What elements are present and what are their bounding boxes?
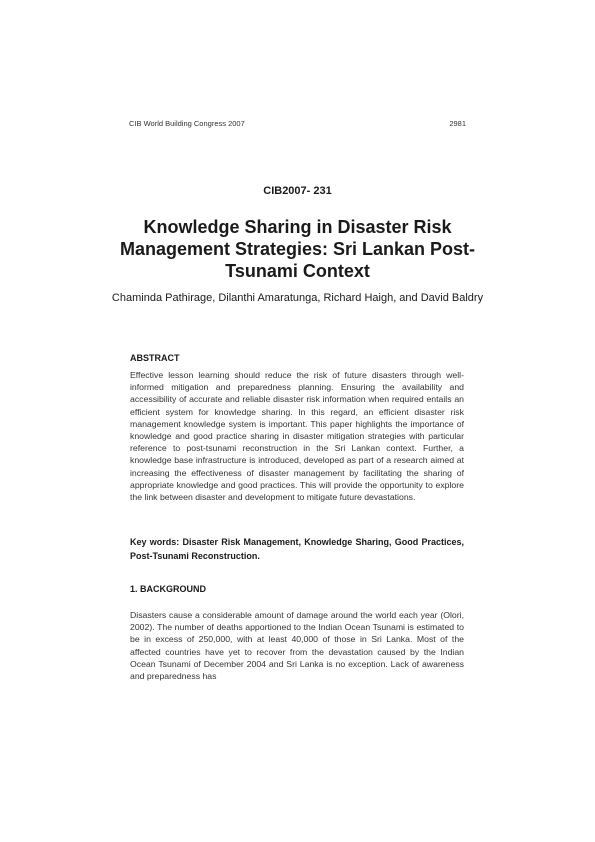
- abstract-section: [130, 352, 464, 503]
- background-text: Disasters cause a considerable amount of damage around the world each year (Olori, 2002). The number of deaths apportioned to the Indian Ocean Tsunami is estimated to be in excess of 250,000, with at least 40,000 of those in Sri Lanka. Most of the affected countries have yet to recover from the devastation caused by the Indian Ocean Tsunami of December 2004 and Sri Lanka is no exception. Lack of awareness and preparedness has: [130, 610, 464, 682]
- paper-title: Knowledge Sharing in Disaster Risk Management Strategies: Sri Lankan Post-Tsunami Context: [119, 217, 476, 281]
- conference-name: CIB World Building Congress 2007: [129, 119, 245, 128]
- abstract-text: Effective lesson learning should reduce the risk of future disasters through well-informed mitigation and preparedness planning. Ensuring the availability and accessibility of accurate and reliable disaster risk information when required entails an efficient system for knowledge sharing. In this regard, an efficient disaster risk management knowledge system is important. This paper highlights the importance of knowledge and good practice sharing in disaster mitigation strategies with particular reference to post-tsunami reconstruction in the Sri Lankan context. Further, a knowledge base infrastructure is introduced, developed as part of a research aimed at increasing the effectiveness of disaster management by facilitating the sharing of appropriate knowledge and good practices. This will provide the opportunity to explore the link between disaster and development to mitigate future devastations.: [130, 370, 464, 503]
- running-header: [129, 119, 466, 128]
- abstract-heading: ABSTRACT: [130, 353, 180, 363]
- keywords-section: [130, 536, 464, 563]
- paper-id: CIB2007- 231: [263, 185, 332, 197]
- background-section: [130, 583, 464, 682]
- page-number: 2981: [449, 119, 466, 128]
- author-list: Chaminda Pathirage, Dilanthi Amaratunga, Richard Haigh, and David Baldry: [111, 292, 484, 304]
- background-heading: 1. BACKGROUND: [130, 584, 207, 594]
- keywords-text: Key words: Disaster Risk Management, Knowledge Sharing, Good Practices, Post-Tsunami Reconstruction.: [130, 537, 464, 561]
